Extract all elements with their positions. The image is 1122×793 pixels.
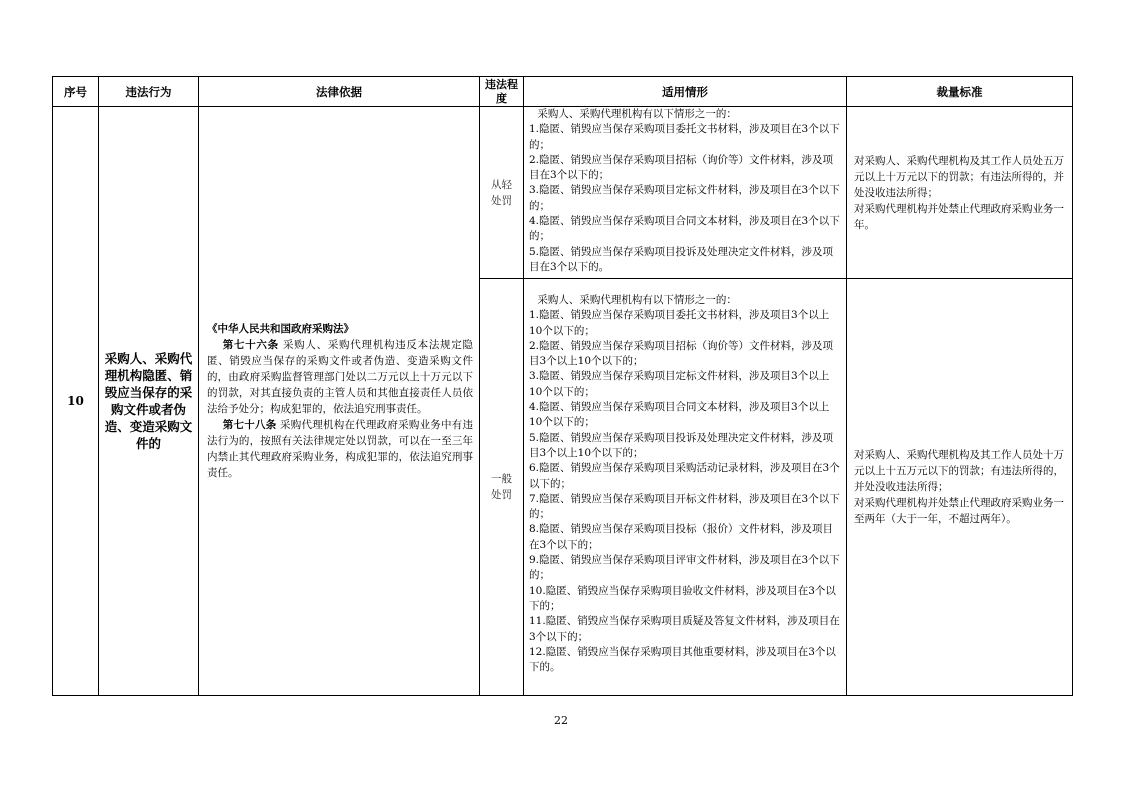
page-number: 22 — [554, 714, 568, 727]
scenario-general-cell — [524, 279, 847, 696]
list-item: 11.隐匿、销毁应当保存采购项目质疑及答复文件材料，涉及项目在3个以下的； — [529, 615, 840, 643]
list-item: 5.隐匿、销毁应当保存采购项目投诉及处理决定文件材料，涉及项目3个以上10个以下的； — [529, 431, 834, 459]
list-item: 2.隐匿、销毁应当保存采购项目招标（询价等）文件材料，涉及项目在3个以下的； — [529, 153, 834, 182]
list-item: 3.隐匿、销毁应当保存采购项目定标文件材料，涉及项目3个以上10个以下的； — [529, 370, 830, 398]
standard-general-cell — [847, 279, 1073, 696]
list-item: 8.隐匿、销毁应当保存采购项目投标（报价）文件材料，涉及项目在3个以下的； — [529, 523, 834, 551]
standard-line: 对采购代理机构并处禁止代理政府采购业务一至两年（大于一年，不超过两年）。 — [854, 497, 1064, 525]
header-act: 违法行为 — [99, 77, 199, 107]
degree-light: 从轻处罚 — [480, 107, 524, 279]
header-basis: 法律依据 — [199, 77, 480, 107]
header-degree: 违法程度 — [480, 77, 524, 107]
article-76 — [207, 337, 473, 417]
list-item: 4.隐匿、销毁应当保存采购项目合同文本材料，涉及项目在3个以下的； — [529, 215, 840, 243]
article-78-label: 第七十八条 — [222, 419, 277, 431]
list-item: 10.隐匿、销毁应当保存采购项目验收文件材料，涉及项目在3个以下的； — [529, 584, 836, 612]
header-scenario: 适用情形 — [524, 77, 847, 107]
list-item: 1.隐匿、销毁应当保存采购项目委托文书材料，涉及项目在3个以下的； — [529, 123, 840, 151]
article-76-label: 第七十六条 — [222, 339, 279, 351]
list-item: 6.隐匿、销毁应当保存采购项目采购活动记录材料，涉及项目在3个以下的； — [529, 462, 840, 490]
article-78-text: 采购代理机构在代理政府采购业务中有违法行为的，按照有关法律规定处以罚款，可以在一至三年内禁止其代理政府采购业务，构成犯罪的，依法追究刑事责任。 — [207, 419, 474, 479]
list-item: 9.隐匿、销毁应当保存采购项目评审文件材料，涉及项目在3个以下的； — [529, 554, 840, 582]
violation-act-cell: 采购人、采购代理机构隐匿、销毁应当保存的采购文件或者伪造、变造采购文件的 — [99, 107, 199, 696]
list-item: 1.隐匿、销毁应当保存采购项目委托文书材料，涉及项目3个以上10个以下的； — [529, 309, 830, 337]
standard-line: 对采购人、采购代理机构及其工作人员处五万元以上十万元以下的罚款；有违法所得的，并处没收违法所得； — [854, 154, 1064, 199]
list-item: 3.隐匿、销毁应当保存采购项目定标文件材料，涉及项目在3个以下的； — [529, 184, 840, 212]
article-76-text: 采购人、采购代理机构违反本法规定隐匿、销毁应当保存的采购文件或者伪造、变造采购文件的，由政府采购监督管理部门处以二万元以上十万元以下的罚款，对其直接负责的主管人员和其他直接责任人员依法给予处分；构成犯罪的，依法追究刑事责任。 — [207, 339, 474, 415]
scenario-light-cell — [524, 107, 847, 279]
header-row — [53, 77, 1073, 107]
list-item: 12.隐匿、销毁应当保存采购项目其他重要材料，涉及项目在3个以下的。 — [529, 645, 836, 674]
standard-light-cell — [847, 107, 1073, 279]
penalty-table — [52, 76, 1073, 696]
list-item: 2.隐匿、销毁应当保存采购项目招标（询价等）文件材料，涉及项目3个以上10个以下的； — [529, 339, 834, 368]
scenario-light-intro: 采购人、采购代理机构有以下情形之一的： — [537, 108, 737, 120]
degree-general: 一般处罚 — [480, 279, 524, 696]
header-seq: 序号 — [53, 77, 99, 107]
table-row-light — [53, 107, 1073, 279]
list-item: 5.隐匿、销毁应当保存采购项目投诉及处理决定文件材料，涉及项目在3个以下的。 — [529, 245, 834, 273]
article-78 — [207, 417, 473, 481]
scenario-general-intro: 采购人、采购代理机构有以下情形之一的： — [537, 294, 737, 306]
seq-cell: 10 — [53, 107, 99, 696]
list-item: 4.隐匿、销毁应当保存采购项目合同文本材料，涉及项目3个以上10个以下的； — [529, 401, 830, 429]
standard-line: 对采购代理机构并处禁止代理政府采购业务一年。 — [854, 202, 1064, 231]
header-standard: 裁量标准 — [847, 77, 1073, 107]
law-title: 《中华人民共和国政府采购法》 — [207, 323, 354, 335]
list-item: 7.隐匿、销毁应当保存采购项目开标文件材料，涉及项目在3个以下的； — [529, 492, 840, 521]
legal-basis-cell — [199, 107, 480, 696]
standard-line: 对采购人、采购代理机构及其工作人员处十万元以上十五万元以下的罚款；有违法所得的，并处没收违法所得； — [854, 449, 1064, 493]
